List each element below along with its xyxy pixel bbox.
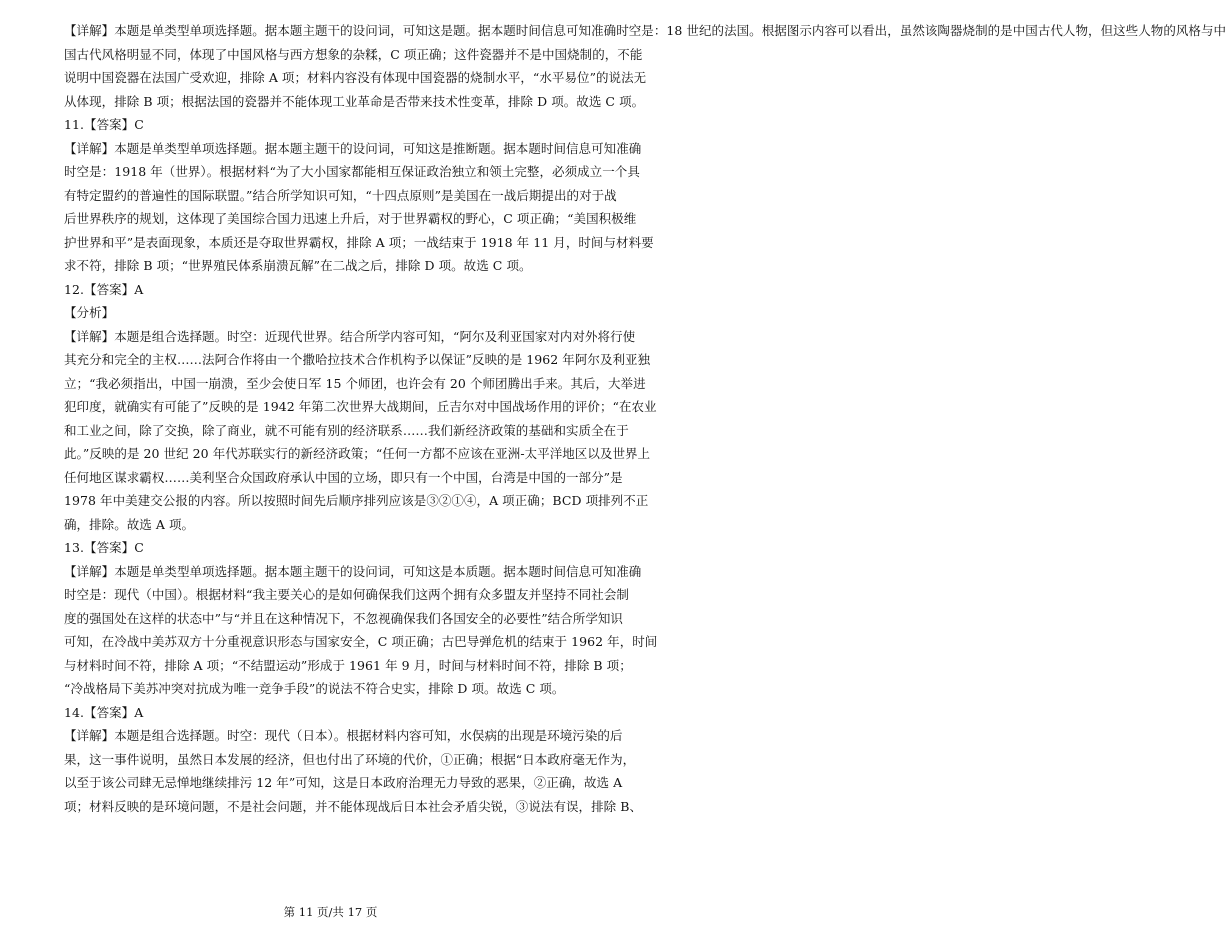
text-line: 国古代风格明显不同，体现了中国风格与西方想象的杂糅，C 项正确；这件瓷器并不是中国烧制的，不能: [64, 46, 643, 62]
text-line: 时空是：现代（中国）。根据材料“我主要关心的是如何确保我们这两个拥有众多盟友并坚持不同社会制: [64, 587, 629, 602]
text-line: 求不符，排除 B 项；“世界殖民体系崩溃瓦解”在二战之后，排除 D 项。故选 C 项。: [64, 258, 532, 273]
text-line: 此。”反映的是 20 世纪 20 年代苏联实行的新经济政策；“任何一方都不应该在亚洲-太平洋地区以及世界上: [64, 446, 651, 461]
text-line: 12.【答案】A: [64, 281, 144, 297]
text-line: 14.【答案】A: [64, 704, 144, 720]
text-line: 可知，在冷战中美苏双方十分重视意识形态与国家安全，C 项正确；古巴导弹危机的结束于 1962 年，时间: [64, 634, 658, 649]
text-line: 护世界和平”是表面现象，本质还是夺取世界霸权，排除 A 项；一战结束于 1918 年 11 月，时间与材料要: [64, 234, 654, 250]
text-line: 【详解】本题是单类型单项选择题。据本题主题干的设问词，可知这是推断题。据本题时间信息可知准确: [64, 140, 642, 156]
text-line: 从体现，排除 B 项；根据法国的瓷器并不能体现工业革命是否带来技术性变革，排除 D 项。故选 C 项。: [64, 93, 645, 109]
text-line: 其充分和完全的主权……法阿合作将由一个撒哈拉技术合作机构予以保证”反映的是 1962 年阿尔及利亚独: [64, 352, 651, 367]
text-line: 确，排除。故选 A 项。: [64, 516, 195, 532]
text-line: 【详解】本题是组合选择题。时空：近现代世界。结合所学内容可知，“阿尔及利亚国家对内对外将行使: [64, 328, 636, 344]
text-line: 与材料时间不符，排除 A 项；“不结盟运动”形成于 1961 年 9 月，时间与材料时间不符，排除 B 项；: [64, 657, 632, 673]
text-line: “冷战格局下美苏冲突对抗成为唯一竞争手段”的说法不符合史实，排除 D 项。故选 C 项。: [64, 681, 565, 696]
page-number-footer: 第 11 页/共 17 页: [283, 905, 378, 919]
text-line: 【详解】本题是单类型单项选择题。据本题主题干的设问词，可知这是题。据本题时间信息可知准确时空是：18 世纪的法国。根据图示内容可以看出，虽然该陶器烧制的是中国古代人物，但这些人物的风格与中: [64, 23, 1226, 38]
text-line: 时空是：1918 年（世界）。根据材料“为了大小国家都能相互保证政治独立和领土完整，必须成立一个具: [64, 164, 640, 179]
text-line: 13.【答案】C: [64, 540, 144, 555]
text-line: 度的强国处在这样的状态中”与“并且在这种情况下，不忽视确保我们各国安全的必要性”结合所学知识: [64, 610, 623, 626]
text-line: 11.【答案】C: [64, 117, 144, 132]
text-line: 项；材料反映的是环境问题，不是社会问题，并不能体现战后日本社会矛盾尖锐，③说法有误，排除 B、: [64, 798, 643, 814]
text-line: 【分析】: [64, 305, 115, 320]
text-line: 任何地区谋求霸权……美利坚合众国政府承认中国的立场，即只有一个中国，台湾是中国的一部分”是: [64, 469, 623, 485]
text-line: 立；“我必须指出，中国一崩溃，至少会使日军 15 个师团，也许会有 20 个师团腾出手来。其后，大举进: [64, 375, 646, 391]
text-line: 【详解】本题是单类型单项选择题。据本题主题干的设问词，可知这是本质题。据本题时间信息可知准确: [64, 563, 642, 579]
text-line: 说明中国瓷器在法国广受欢迎，排除 A 项；材料内容没有体现中国瓷器的烧制水平，“水平易位”的说法无: [64, 70, 647, 85]
text-line: 有特定盟约的普遍性的国际联盟。”结合所学知识可知，“十四点原则”是美国在一战后期提出的对于战: [64, 187, 617, 203]
text-line: 【详解】本题是组合选择题。时空：现代（日本）。根据材料内容可知，水俣病的出现是环境污染的后: [64, 728, 623, 743]
text-line: 后世界秩序的规划，这体现了美国综合国力迅速上升后，对于世界霸权的野心，C 项正确；“美国积极维: [64, 211, 637, 226]
answer-explanations-body: [64, 19, 1226, 818]
text-line: 犯印度，就确实有可能了”反映的是 1942 年第二次世界大战期间，丘吉尔对中国战场作用的评价；“在农业: [64, 399, 657, 414]
text-line: 果，这一事件说明，虽然日本发展的经济，但也付出了环境的代价，①正确；根据“日本政府毫无作为，: [64, 751, 636, 767]
text-line: 和工业之间，除了交换，除了商业，就不可能有别的经济联系……我们新经济政策的基础和实质全在于: [64, 422, 629, 438]
text-line: 以至于该公司肆无忌惮地继续排污 12 年”可知，这是日本政府治理无力导致的恶果，②正确，故选 A: [64, 775, 623, 790]
text-line: 1978 年中美建交公报的内容。所以按照时间先后顺序排列应该是③②①④，A 项正确；BCD 项排列不正: [64, 493, 649, 508]
